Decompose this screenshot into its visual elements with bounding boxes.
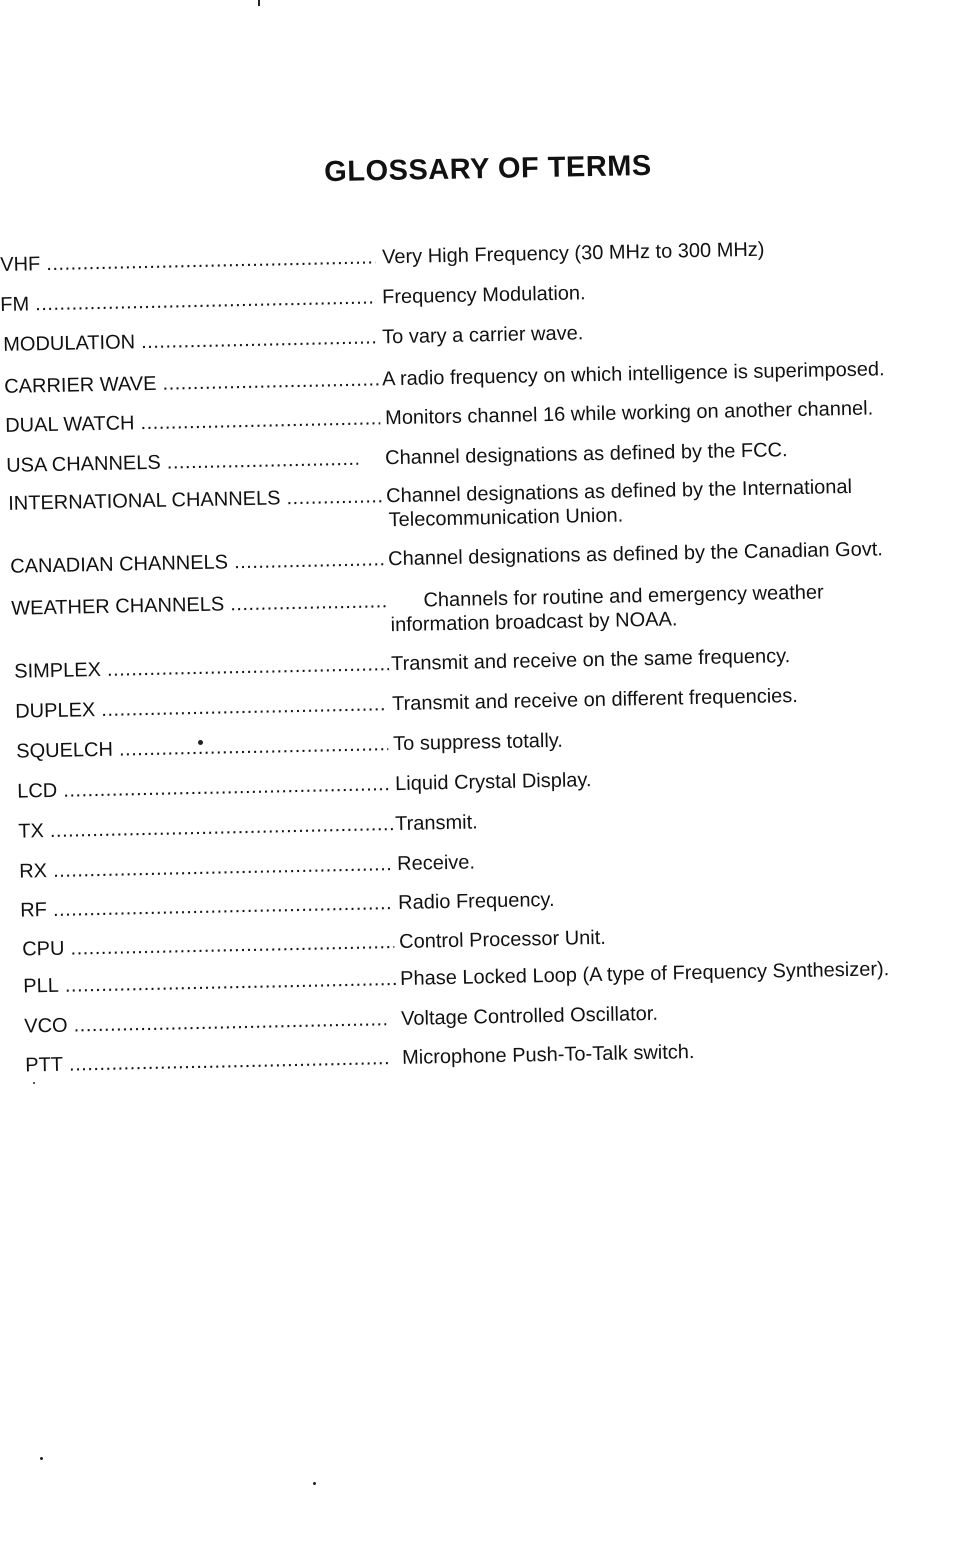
- glossary-entry-duplex: [0, 681, 966, 723]
- glossary-term: RX .....: [19, 852, 391, 883]
- scan-speck: [33, 1082, 35, 1084]
- glossary-entry-canadian-channels: [0, 536, 966, 578]
- glossary-definition: A radio frequency on which intelligence is superimposed.: [380, 357, 885, 391]
- glossary-term: CPU .....: [22, 930, 394, 961]
- glossary-definition-continuation: Telecommunication Union.: [388, 504, 624, 532]
- glossary-term: PTT .....: [25, 1046, 389, 1077]
- glossary-entry-carrier-wave: [0, 356, 966, 398]
- glossary-definition: Transmit and receive on the same frequency.: [389, 644, 790, 676]
- glossary-entry-lcd: [0, 761, 966, 803]
- glossary-definition: Transmit.: [393, 810, 478, 836]
- glossary-entry-weather-channels: [0, 578, 966, 637]
- glossary-definition: Liquid Crystal Display.: [393, 768, 592, 796]
- glossary-definition-continuation: information broadcast by NOAA.: [390, 608, 678, 637]
- glossary-definition: Radio Frequency.: [396, 888, 555, 915]
- page-title: GLOSSARY OF TERMS: [323, 149, 653, 189]
- scan-speck: [40, 1457, 43, 1460]
- glossary-term: SQUELCH .....: [16, 732, 388, 763]
- glossary-term: VHF .....: [0, 245, 375, 277]
- glossary-term: USA CHANNELS .....: [6, 447, 358, 478]
- glossary-entry-simplex: [0, 641, 966, 683]
- glossary-term: TX .....: [18, 812, 393, 844]
- glossary-definition: Receive.: [395, 850, 475, 876]
- scan-speck: [198, 740, 203, 745]
- glossary-definition: Control Processor Unit.: [397, 926, 606, 954]
- glossary-entry-dual-watch: [0, 395, 966, 437]
- glossary-term: RF .....: [20, 891, 392, 922]
- glossary-term: DUPLEX .....: [15, 692, 387, 723]
- glossary-entry-ptt: [0, 1035, 966, 1077]
- glossary-definition: Voltage Controlled Oscillator.: [399, 1002, 658, 1031]
- glossary-definition: Channel designations as defined by the Canadian Govt.: [386, 537, 883, 571]
- glossary-entry-rf: [0, 880, 966, 922]
- glossary-term: LCD .....: [17, 772, 389, 803]
- glossary-entry-rx: [0, 841, 966, 883]
- glossary-definition: Phase Locked Loop (A type of Frequency Synthesizer).: [398, 957, 890, 991]
- glossary-definition: Monitors channel 16 while working on another channel.: [383, 396, 873, 430]
- glossary-term: CANADIAN CHANNELS .....: [10, 547, 385, 579]
- glossary-entry-vco: [0, 996, 966, 1038]
- glossary-entry-squelch: [0, 721, 966, 763]
- glossary-entry-fm: [0, 274, 966, 316]
- glossary-term: INTERNATIONAL CHANNELS .....: [8, 484, 383, 516]
- glossary-definition: Frequency Modulation.: [380, 281, 586, 309]
- glossary-entry-usa-channels: [0, 435, 966, 477]
- glossary-term: FM .....: [0, 285, 375, 317]
- glossary-definition: Channel designations as defined by the International: [384, 475, 852, 508]
- glossary-entry-international-channels: [0, 473, 966, 532]
- glossary-definition: Channels for routine and emergency weather: [388, 580, 824, 613]
- glossary-term: PLL .....: [23, 967, 397, 999]
- glossary-definition: Microphone Push-To-Talk switch.: [400, 1040, 695, 1070]
- glossary-entry-vhf: [0, 234, 966, 276]
- scan-speck: [258, 0, 260, 6]
- scan-speck: [313, 1482, 316, 1485]
- glossary-definition: Very High Frequency (30 MHz to 300 MHz): [380, 238, 765, 270]
- glossary-term: SIMPLEX .....: [14, 652, 389, 684]
- glossary-term: MODULATION .....: [3, 325, 378, 357]
- glossary-definition: Channel designations as defined by the FCC.: [383, 438, 788, 470]
- glossary-term: DUAL WATCH .....: [5, 406, 380, 438]
- glossary-definition: Transmit and receive on different frequencies.: [390, 684, 798, 716]
- glossary-term: VCO .....: [24, 1007, 386, 1038]
- glossary-term: WEATHER CHANNELS .....: [11, 589, 389, 621]
- glossary-entry-tx: [0, 801, 966, 843]
- glossary-definition: To suppress totally.: [391, 729, 563, 756]
- glossary-definition: To vary a carrier wave.: [380, 321, 584, 349]
- glossary-entry-modulation: [0, 314, 966, 356]
- glossary-term: CARRIER WAVE .....: [4, 367, 379, 399]
- glossary-entry-cpu: [0, 919, 966, 961]
